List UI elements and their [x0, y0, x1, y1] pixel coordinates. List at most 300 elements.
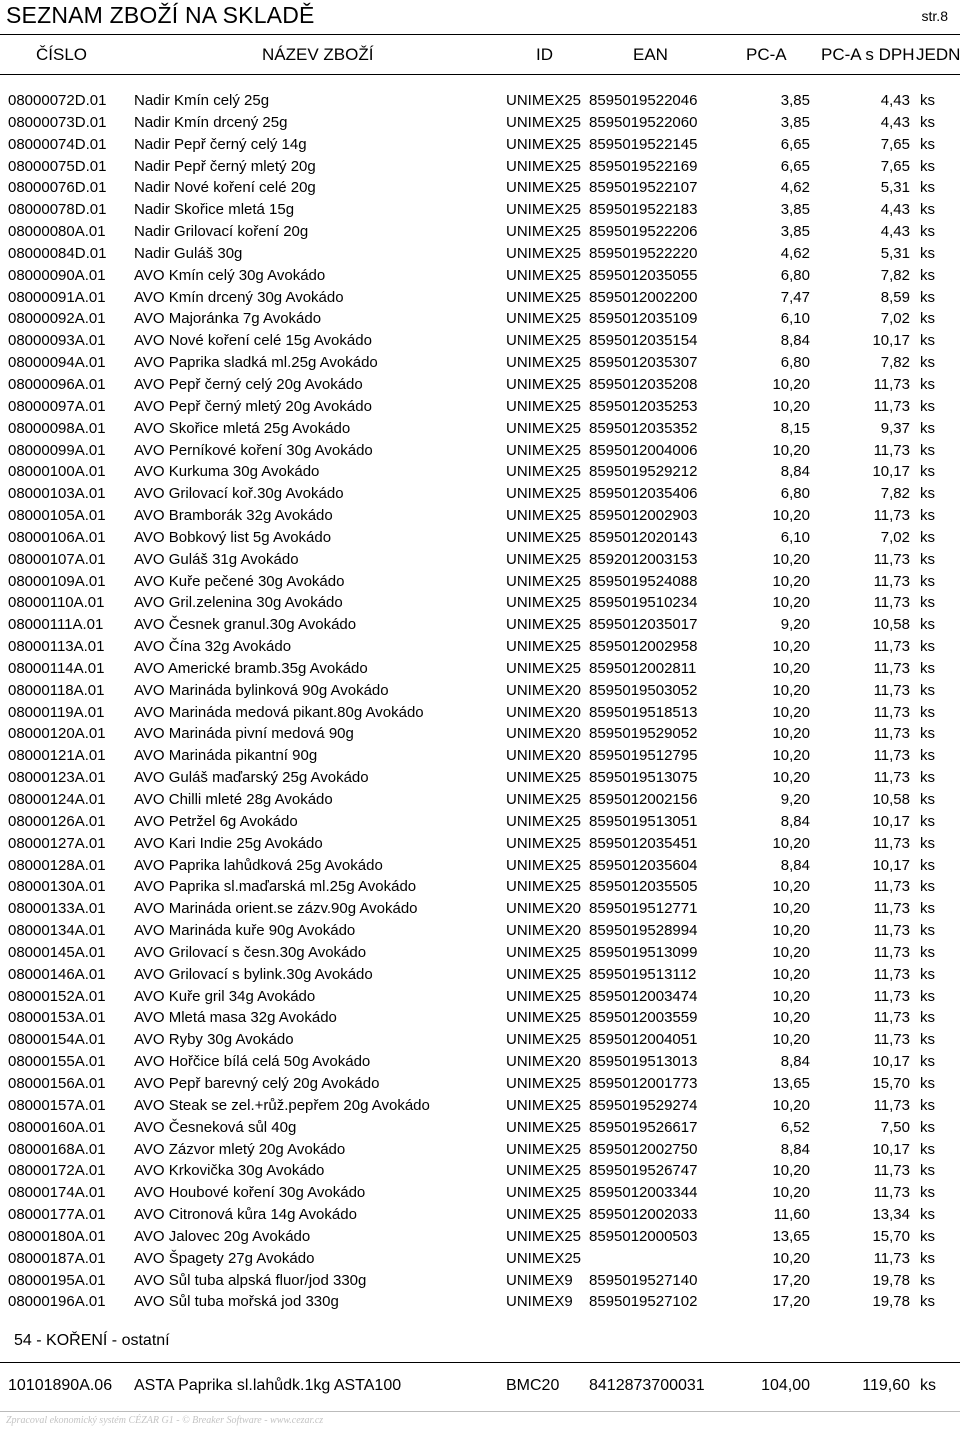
cell-nazev: AVO Marináda pivní medová 90g — [134, 725, 354, 743]
cell-jedn: ks — [920, 463, 935, 481]
cell-pca-dph: 10,58 — [872, 616, 910, 634]
cell-id: UNIMEX25 — [506, 1227, 582, 1245]
cell-ean: 8595019529212 — [589, 463, 698, 481]
cell-jedn: ks — [920, 266, 935, 284]
cell-jedn: ks — [920, 1227, 935, 1245]
cell-id: UNIMEX25 — [506, 310, 582, 328]
cell-nazev: AVO Guláš 31g Avokádo — [134, 550, 299, 568]
cell-ean: 8595019513075 — [589, 769, 698, 787]
cell-pca-dph: 11,73 — [873, 638, 910, 656]
cell-cislo: 08000094A.01 — [8, 354, 106, 372]
cell-ean: 8595019503052 — [589, 681, 698, 699]
cell-ean: 8595019513051 — [589, 812, 698, 830]
cell-ean: 8595012002033 — [589, 1206, 698, 1224]
cell-cislo: 08000109A.01 — [8, 572, 106, 590]
cell-nazev: AVO Paprika sl.maďarská ml.25g Avokádo — [134, 878, 417, 896]
cell-jedn: ks — [920, 1053, 935, 1071]
cell-jedn: ks — [920, 135, 935, 153]
cell-id: UNIMEX25 — [506, 1118, 582, 1136]
cell-jedn: ks — [920, 288, 935, 306]
cell-jedn: ks — [920, 354, 935, 372]
cell-pca: 10,20 — [772, 922, 810, 940]
cell-pca-dph: 11,73 — [873, 572, 910, 590]
cell-pca-dph: 11,73 — [873, 1249, 910, 1267]
cell-pca: 17,20 — [772, 1293, 810, 1311]
cell-id: UNIMEX25 — [506, 397, 582, 415]
cell-ean: 8595019522183 — [589, 201, 698, 219]
cell-id: UNIMEX25 — [506, 354, 582, 372]
cell-pca-dph: 5,31 — [880, 244, 910, 262]
table-row — [0, 373, 960, 395]
cell-pca-dph: 7,82 — [880, 266, 910, 284]
cell-pca-dph: 11,73 — [873, 1031, 910, 1049]
cell-id: UNIMEX25 — [506, 965, 582, 983]
cell-ean: 8595012002903 — [589, 507, 698, 525]
cell-pca-dph: 10,17 — [872, 463, 910, 481]
cell-pca-dph: 11,73 — [873, 507, 910, 525]
table-row — [0, 810, 960, 832]
cell-id: UNIMEX25 — [506, 1184, 582, 1202]
cell-cislo: 08000157A.01 — [8, 1096, 106, 1114]
cell-cislo: 08000153A.01 — [8, 1009, 106, 1027]
cell-jedn: ks — [920, 856, 935, 874]
table-row — [0, 657, 960, 679]
cell-pca-dph: 11,73 — [873, 375, 910, 393]
cell-pca: 4,62 — [780, 244, 810, 262]
cell-ean: 8595012035017 — [589, 616, 698, 634]
cell-jedn: ks — [920, 419, 935, 437]
cell-id: UNIMEX25 — [506, 550, 582, 568]
cell-id: UNIMEX9 — [506, 1271, 573, 1289]
cell-pca: 6,80 — [780, 485, 810, 503]
cell-pca: 6,65 — [780, 157, 810, 175]
cell-nazev: AVO Marináda bylinková 90g Avokádo — [134, 681, 389, 699]
cell-pca: 3,85 — [780, 223, 810, 241]
table-row — [0, 1006, 960, 1028]
cell-ean: 8595019529052 — [589, 725, 698, 743]
cell-nazev: AVO Bobkový list 5g Avokádo — [134, 528, 332, 546]
cell-nazev: AVO Čína 32g Avokádo — [134, 638, 292, 656]
cell-pca-dph: 19,78 — [872, 1271, 910, 1289]
cell-nazev: Nadir Pepř černý mletý 20g — [134, 157, 316, 175]
cell-id: UNIMEX25 — [506, 812, 582, 830]
cell-pca: 8,84 — [780, 1053, 810, 1071]
table-row — [0, 635, 960, 657]
cell-pca: 10,20 — [772, 659, 810, 677]
cell-ean: 8595019526747 — [589, 1162, 698, 1180]
cell-pca: 10,20 — [772, 900, 810, 918]
cell-nazev: AVO Jalovec 20g Avokádo — [134, 1227, 311, 1245]
cell-jedn: ks — [920, 747, 935, 765]
table-row — [0, 963, 960, 985]
table-row — [0, 460, 960, 482]
cell-pca-dph: 7,82 — [880, 354, 910, 372]
table-row — [0, 897, 960, 919]
cell-ean: 8595012020143 — [589, 528, 698, 546]
col-header-nazev: NÁZEV ZBOŽÍ — [262, 45, 374, 64]
cell-jedn: ks — [920, 441, 935, 459]
cell-pca: 6,80 — [780, 354, 810, 372]
cell-pca-dph: 11,73 — [873, 550, 910, 568]
cell-cislo: 08000092A.01 — [8, 310, 106, 328]
table-row — [0, 439, 960, 461]
cell-pca: 10,20 — [772, 550, 810, 568]
table-row — [0, 1247, 960, 1269]
cell-nazev: AVO Grilovací s bylink.30g Avokádo — [134, 965, 373, 983]
cell-cislo: 08000127A.01 — [8, 834, 106, 852]
cell-nazev: AVO Marináda pikantní 90g — [134, 747, 318, 765]
cell-id: UNIMEX9 — [506, 1293, 573, 1311]
cell-pca: 10,20 — [772, 1096, 810, 1114]
table-row — [0, 1225, 960, 1247]
cell-pca-dph: 11,73 — [873, 965, 910, 983]
col-header-id: ID — [536, 45, 553, 64]
cell-ean: 8595012035505 — [589, 878, 698, 896]
cell-id: UNIMEX20 — [506, 900, 582, 918]
page-title: SEZNAM ZBOŽÍ NA SKLADĚ — [6, 2, 315, 28]
cell-id: UNIMEX25 — [506, 943, 582, 961]
cell-pca: 13,65 — [772, 1227, 810, 1245]
cell-cislo: 08000097A.01 — [8, 397, 106, 415]
cell-nazev: AVO Marináda kuře 90g Avokádo — [134, 922, 356, 940]
cell-pca: 7,47 — [780, 288, 810, 306]
cell-cislo: 08000128A.01 — [8, 856, 106, 874]
cell-ean: 8595012003559 — [589, 1009, 698, 1027]
cell-ean: 8595019527102 — [589, 1293, 698, 1311]
cell-cislo: 08000073D.01 — [8, 113, 107, 131]
cell-jedn: ks — [920, 528, 935, 546]
table-row — [0, 242, 960, 264]
table-row — [0, 1094, 960, 1116]
table-row — [0, 1028, 960, 1050]
group-cell-pca: 104,00 — [761, 1377, 810, 1394]
cell-cislo: 08000098A.01 — [8, 419, 106, 437]
table-row — [0, 1203, 960, 1225]
cell-pca: 10,20 — [772, 769, 810, 787]
cell-ean: 8595012002156 — [589, 791, 698, 808]
cell-pca-dph: 11,73 — [873, 878, 910, 896]
cell-jedn: ks — [920, 223, 935, 241]
cell-jedn: ks — [920, 375, 935, 393]
group-cell-nazev: ASTA Paprika sl.lahůdk.1kg ASTA100 — [134, 1377, 402, 1394]
cell-nazev: Nadir Kmín drcený 25g — [134, 113, 288, 131]
table-row — [0, 1072, 960, 1094]
cell-jedn: ks — [920, 616, 935, 634]
cell-cislo: 08000180A.01 — [8, 1227, 106, 1245]
cell-id: UNIMEX25 — [506, 485, 582, 503]
cell-ean: 8595012002200 — [589, 288, 698, 306]
cell-ean: 8595012002958 — [589, 638, 698, 656]
cell-nazev: AVO Sůl tuba alpská fluor/jod 330g — [134, 1271, 367, 1289]
cell-pca-dph: 11,73 — [873, 1184, 910, 1202]
cell-pca-dph: 4,43 — [880, 92, 910, 109]
cell-nazev: AVO Krkovička 30g Avokádo — [134, 1162, 325, 1180]
group-cell-ean: 8412873700031 — [589, 1377, 705, 1394]
table-row — [0, 701, 960, 723]
cell-nazev: AVO Česneková sůl 40g — [134, 1118, 297, 1136]
cell-pca-dph: 7,50 — [880, 1118, 910, 1136]
cell-ean: 8595012004051 — [589, 1031, 698, 1049]
cell-ean: 8595019522145 — [589, 135, 698, 153]
cell-cislo: 08000177A.01 — [8, 1206, 106, 1224]
cell-cislo: 08000090A.01 — [8, 266, 106, 284]
cell-pca-dph: 10,17 — [872, 332, 910, 350]
cell-nazev: AVO Steak se zel.+růž.pepřem 20g Avokádo — [134, 1096, 430, 1114]
cell-ean: 8595019510234 — [589, 594, 698, 612]
cell-jedn: ks — [920, 1074, 935, 1092]
cell-pca-dph: 11,73 — [873, 834, 910, 852]
cell-nazev: Nadir Guláš 30g — [134, 244, 243, 262]
cell-jedn: ks — [920, 594, 935, 612]
cell-nazev: AVO Americké bramb.35g Avokádo — [134, 659, 368, 677]
cell-cislo: 08000134A.01 — [8, 922, 106, 940]
cell-jedn: ks — [920, 1249, 935, 1267]
cell-ean: 8595019522107 — [589, 179, 698, 197]
col-header-pca: PC-A — [746, 45, 787, 64]
table-row — [0, 155, 960, 177]
cell-pca-dph: 11,73 — [873, 747, 910, 765]
cell-cislo: 08000174A.01 — [8, 1184, 106, 1202]
cell-ean: 8595019512795 — [589, 747, 698, 765]
cell-cislo: 08000113A.01 — [8, 638, 105, 656]
cell-id: UNIMEX20 — [506, 747, 582, 765]
cell-cislo: 08000105A.01 — [8, 507, 106, 525]
cell-nazev: AVO Chilli mleté 28g Avokádo — [134, 791, 333, 808]
cell-id: UNIMEX20 — [506, 703, 582, 721]
cell-ean: 8595012035352 — [589, 419, 698, 437]
cell-cislo: 08000118A.01 — [8, 681, 105, 699]
cell-nazev: AVO Zázvor mletý 20g Avokádo — [134, 1140, 346, 1158]
cell-nazev: AVO Špagety 27g Avokádo — [134, 1249, 315, 1267]
cell-cislo: 08000078D.01 — [8, 201, 107, 219]
cell-pca: 8,84 — [780, 332, 810, 350]
cell-jedn: ks — [920, 1031, 935, 1049]
cell-pca: 9,20 — [780, 791, 810, 808]
cell-cislo: 08000114A.01 — [8, 659, 105, 677]
cell-id: UNIMEX25 — [506, 419, 582, 437]
table-row — [0, 526, 960, 548]
cell-id: UNIMEX25 — [506, 834, 582, 852]
cell-pca-dph: 10,17 — [872, 1053, 910, 1071]
cell-id: UNIMEX25 — [506, 1074, 582, 1092]
cell-pca: 10,20 — [772, 878, 810, 896]
cell-jedn: ks — [920, 485, 935, 503]
cell-ean: 8595012002750 — [589, 1140, 698, 1158]
cell-id: UNIMEX25 — [506, 572, 582, 590]
cell-pca-dph: 9,37 — [880, 419, 910, 437]
col-header-ean: EAN — [633, 45, 668, 64]
cell-nazev: AVO Kmín drcený 30g Avokádo — [134, 288, 344, 306]
cell-nazev: AVO Grilovací s česn.30g Avokádo — [134, 943, 367, 961]
table-row — [0, 198, 960, 220]
cell-id: UNIMEX25 — [506, 878, 582, 896]
table-row — [0, 1290, 960, 1312]
cell-jedn: ks — [920, 965, 935, 983]
cell-nazev: Nadir Pepř černý celý 14g — [134, 135, 307, 153]
cell-nazev: Nadir Grilovací koření 20g — [134, 223, 309, 241]
cell-id: UNIMEX20 — [506, 681, 582, 699]
cell-cislo: 08000099A.01 — [8, 441, 106, 459]
cell-id: UNIMEX25 — [506, 463, 582, 481]
cell-ean: 8595012035109 — [589, 310, 698, 328]
table-row — [0, 1116, 960, 1138]
cell-pca: 10,20 — [772, 572, 810, 590]
cell-id: UNIMEX25 — [506, 791, 582, 808]
cell-nazev: AVO Kmín celý 30g Avokádo — [134, 266, 326, 284]
cell-id: UNIMEX25 — [506, 1140, 582, 1158]
table-row — [0, 264, 960, 286]
table-row — [0, 176, 960, 198]
cell-ean: 8595019522169 — [589, 157, 698, 175]
cell-nazev: AVO Pepř černý celý 20g Avokádo — [134, 375, 363, 393]
cell-ean: 8595012035604 — [589, 856, 698, 874]
product-table — [0, 89, 960, 1312]
footer-divider — [0, 1411, 960, 1412]
cell-cislo: 08000196A.01 — [8, 1293, 106, 1311]
cell-pca-dph: 19,78 — [872, 1293, 910, 1311]
cell-pca: 17,20 — [772, 1271, 810, 1289]
table-row — [0, 591, 960, 613]
cell-pca-dph: 11,73 — [873, 1096, 910, 1114]
cell-nazev: AVO Marináda medová pikant.80g Avokádo — [134, 703, 424, 721]
cell-id: UNIMEX20 — [506, 922, 582, 940]
cell-ean: 8595019512771 — [589, 900, 698, 918]
table-row — [0, 570, 960, 592]
group-cell-cislo: 10101890A.06 — [8, 1377, 113, 1394]
table-row — [0, 548, 960, 570]
cell-ean: 8595019522220 — [589, 244, 698, 262]
table-row — [0, 133, 960, 155]
cell-id: UNIMEX25 — [506, 616, 582, 634]
table-row — [0, 941, 960, 963]
cell-id: UNIMEX25 — [506, 135, 582, 153]
cell-jedn: ks — [920, 1271, 935, 1289]
cell-id: UNIMEX25 — [506, 332, 582, 350]
cell-ean: 8595012035406 — [589, 485, 698, 503]
cell-id: UNIMEX25 — [506, 1206, 582, 1224]
table-row — [0, 766, 960, 788]
cell-ean: 8595012004006 — [589, 441, 698, 459]
table-row — [0, 1269, 960, 1291]
cell-pca-dph: 7,82 — [880, 485, 910, 503]
cell-pca: 6,10 — [780, 528, 810, 546]
table-row — [0, 220, 960, 242]
cell-pca: 6,65 — [780, 135, 810, 153]
table-row — [0, 351, 960, 373]
cell-jedn: ks — [920, 987, 935, 1005]
cell-nazev: AVO Marináda orient.se zázv.90g Avokádo — [134, 900, 418, 918]
table-row — [0, 417, 960, 439]
cell-pca: 6,10 — [780, 310, 810, 328]
cell-cislo: 08000103A.01 — [8, 485, 106, 503]
table-row — [0, 89, 960, 111]
cell-pca-dph: 11,73 — [873, 943, 910, 961]
cell-nazev: AVO Petržel 6g Avokádo — [134, 812, 298, 830]
cell-pca: 3,85 — [780, 92, 810, 109]
cell-jedn: ks — [920, 681, 935, 699]
cell-cislo: 08000080A.01 — [8, 223, 106, 241]
cell-id: UNIMEX25 — [506, 179, 582, 197]
cell-id: UNIMEX25 — [506, 201, 582, 219]
cell-ean: 8595019513099 — [589, 943, 698, 961]
table-row — [0, 1159, 960, 1181]
cell-ean: 8595019522046 — [589, 92, 698, 109]
cell-pca: 4,62 — [780, 179, 810, 197]
cell-jedn: ks — [920, 1206, 935, 1224]
cell-pca: 10,20 — [772, 943, 810, 961]
cell-cislo: 08000172A.01 — [8, 1162, 106, 1180]
group-divider — [0, 1362, 960, 1363]
cell-pca: 10,20 — [772, 834, 810, 852]
cell-ean: 8595019526617 — [589, 1118, 698, 1136]
cell-pca-dph: 7,02 — [880, 528, 910, 546]
cell-pca: 8,84 — [780, 812, 810, 830]
cell-ean: 8595012000503 — [589, 1227, 698, 1245]
cell-cislo: 08000160A.01 — [8, 1118, 106, 1136]
cell-pca-dph: 11,73 — [873, 922, 910, 940]
cell-pca: 13,65 — [772, 1074, 810, 1092]
cell-ean: 8595019513013 — [589, 1053, 698, 1071]
cell-nazev: AVO Gril.zelenina 30g Avokádo — [134, 594, 343, 612]
cell-pca-dph: 15,70 — [872, 1074, 910, 1092]
cell-nazev: AVO Mletá masa 32g Avokádo — [134, 1009, 337, 1027]
cell-jedn: ks — [920, 769, 935, 787]
cell-nazev: AVO Nové koření celé 15g Avokádo — [134, 332, 372, 350]
cell-id: UNIMEX25 — [506, 92, 582, 109]
cell-jedn: ks — [920, 310, 935, 328]
cell-id: UNIMEX25 — [506, 659, 582, 677]
cell-cislo: 08000187A.01 — [8, 1249, 106, 1267]
cell-nazev: AVO Sůl tuba mořská jod 330g — [134, 1293, 339, 1311]
table-row — [0, 919, 960, 941]
cell-pca: 10,20 — [772, 681, 810, 699]
cell-ean: 8595012035451 — [589, 834, 698, 852]
cell-pca: 10,20 — [772, 1031, 810, 1049]
cell-ean: 8595012035154 — [589, 332, 698, 350]
cell-cislo: 08000152A.01 — [8, 987, 106, 1005]
cell-cislo: 08000072D.01 — [8, 92, 107, 109]
group-cell-pca-dph: 119,60 — [862, 1377, 910, 1394]
cell-ean: 8595019522206 — [589, 223, 698, 241]
cell-cislo: 08000168A.01 — [8, 1140, 106, 1158]
cell-pca: 10,20 — [772, 747, 810, 765]
cell-jedn: ks — [920, 179, 935, 197]
cell-nazev: AVO Paprika lahůdková 25g Avokádo — [134, 856, 383, 874]
cell-nazev: AVO Kurkuma 30g Avokádo — [134, 463, 320, 481]
cell-jedn: ks — [920, 332, 935, 350]
cell-ean: 8595012002811 — [589, 659, 697, 677]
cell-pca-dph: 10,17 — [872, 1140, 910, 1158]
cell-cislo: 08000107A.01 — [8, 550, 106, 568]
cell-pca-dph: 8,59 — [880, 288, 910, 306]
cell-id: UNIMEX25 — [506, 223, 582, 241]
cell-jedn: ks — [920, 725, 935, 743]
cell-jedn: ks — [920, 659, 935, 677]
cell-nazev: AVO Paprika sladká ml.25g Avokádo — [134, 354, 378, 372]
cell-jedn: ks — [920, 1184, 935, 1202]
cell-pca: 10,20 — [772, 1184, 810, 1202]
cell-pca: 8,84 — [780, 1140, 810, 1158]
cell-cislo: 08000146A.01 — [8, 965, 106, 983]
cell-id: UNIMEX25 — [506, 113, 582, 131]
cell-ean: 8595019513112 — [589, 965, 697, 983]
cell-pca-dph: 7,65 — [880, 135, 910, 153]
table-row — [0, 875, 960, 897]
cell-pca-dph: 11,73 — [873, 1162, 910, 1180]
cell-pca-dph: 11,73 — [873, 900, 910, 918]
table-row — [0, 286, 960, 308]
cell-cislo: 08000111A.01 — [8, 616, 104, 634]
